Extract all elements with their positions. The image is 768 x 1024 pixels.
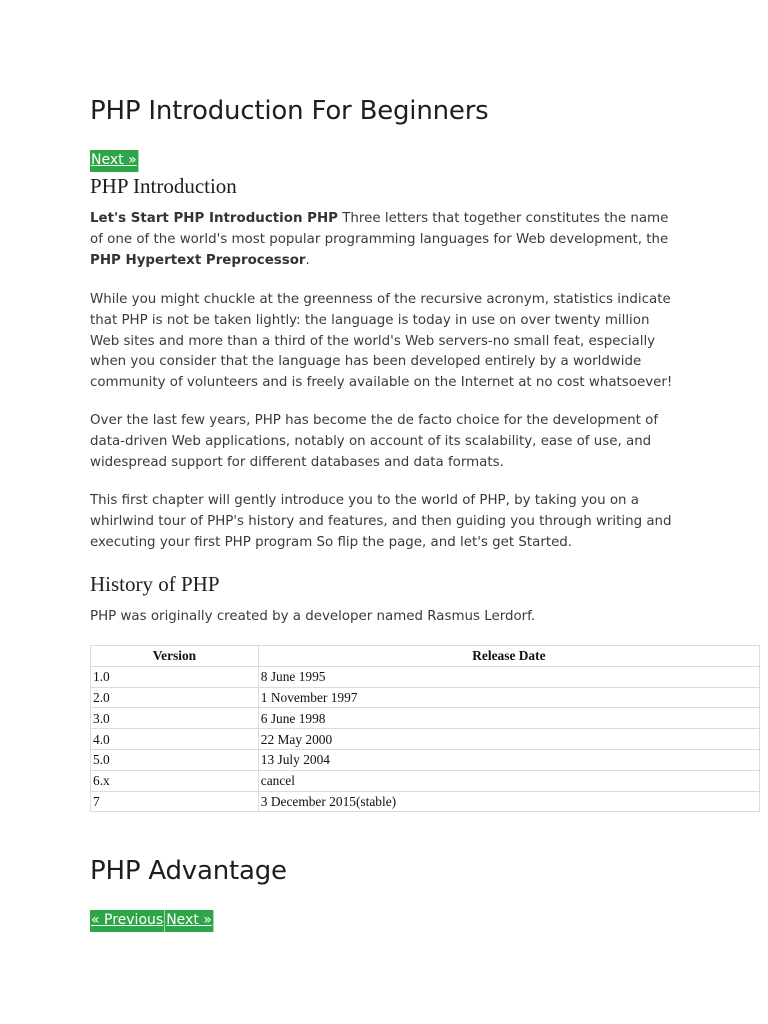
intro-heading: PHP Introduction <box>90 174 237 198</box>
next-button[interactable]: Next » <box>90 150 139 172</box>
table-row <box>91 791 760 812</box>
version-cell: 1.0 <box>91 666 259 687</box>
release-date-cell: 6 June 1998 <box>258 708 759 729</box>
table-row <box>91 770 760 791</box>
history-text: PHP was originally created by a developer named Rasmus Lerdorf. <box>90 609 536 624</box>
release-date-cell: 3 December 2015(stable) <box>258 791 759 812</box>
intro-bold-tail: PHP Hypertext Preprocessor <box>90 252 306 268</box>
release-date-cell: 1 November 1997 <box>258 687 759 708</box>
intro-bold-lead: Let's Start PHP Introduction PHP <box>90 211 338 226</box>
next-button-bottom[interactable]: Next » <box>165 910 214 932</box>
table-row <box>91 666 760 687</box>
version-cell: 6.x <box>91 770 259 791</box>
intro-paragraph-2: While you might chuckle at the greenness of the recursive acronym, statistics indicate that PHP is not be taken lightly: the language is today in use on over twenty million Web sites and more than a third of the world's Web servers-no small feat, especially when you consider that the language has been developed entirely by a worldwide community of volunteers and is freely available on the Internet at no cost whatsoever! <box>90 292 673 391</box>
intro-paragraph-4: This first chapter will gently introduce you to the world of PHP, by taking you on a whirlwind tour of PHP's history and features, and then guiding you through writing and executing your first PHP program So flip the page, and let's get Started. <box>90 493 672 550</box>
table-row <box>91 749 760 770</box>
bottom-pagination <box>90 910 214 932</box>
intro-end: . <box>305 252 310 268</box>
table-row <box>91 708 760 729</box>
release-date-cell: 22 May 2000 <box>258 729 759 750</box>
header-release-date: Release Date <box>258 646 759 667</box>
intro-paragraph-3: Over the last few years, PHP has become the de facto choice for the development of data-driven Web applications, notably on account of its scalability, ease of use, and widespread support for different databases and data formats. <box>90 413 659 470</box>
table-row <box>91 687 760 708</box>
previous-button[interactable]: « Previous <box>90 910 165 932</box>
intro-text: Three letters that together constitutes the name of one of the world's most popular programming languages for Web development, the <box>90 211 669 247</box>
intro-paragraph-1 <box>90 209 680 271</box>
top-pagination <box>90 150 139 172</box>
header-version: Version <box>91 646 259 667</box>
version-cell: 5.0 <box>91 749 259 770</box>
table-header-row <box>91 646 760 667</box>
release-date-cell: 8 June 1995 <box>258 666 759 687</box>
version-cell: 7 <box>91 791 259 812</box>
page-title: PHP Introduction For Beginners <box>90 96 489 126</box>
release-date-cell: 13 July 2004 <box>258 749 759 770</box>
version-table <box>90 645 760 812</box>
version-cell: 2.0 <box>91 687 259 708</box>
advantage-heading: PHP Advantage <box>90 856 287 886</box>
table-row <box>91 729 760 750</box>
version-cell: 3.0 <box>91 708 259 729</box>
version-cell: 4.0 <box>91 729 259 750</box>
release-date-cell: cancel <box>258 770 759 791</box>
history-heading: History of PHP <box>90 572 220 596</box>
